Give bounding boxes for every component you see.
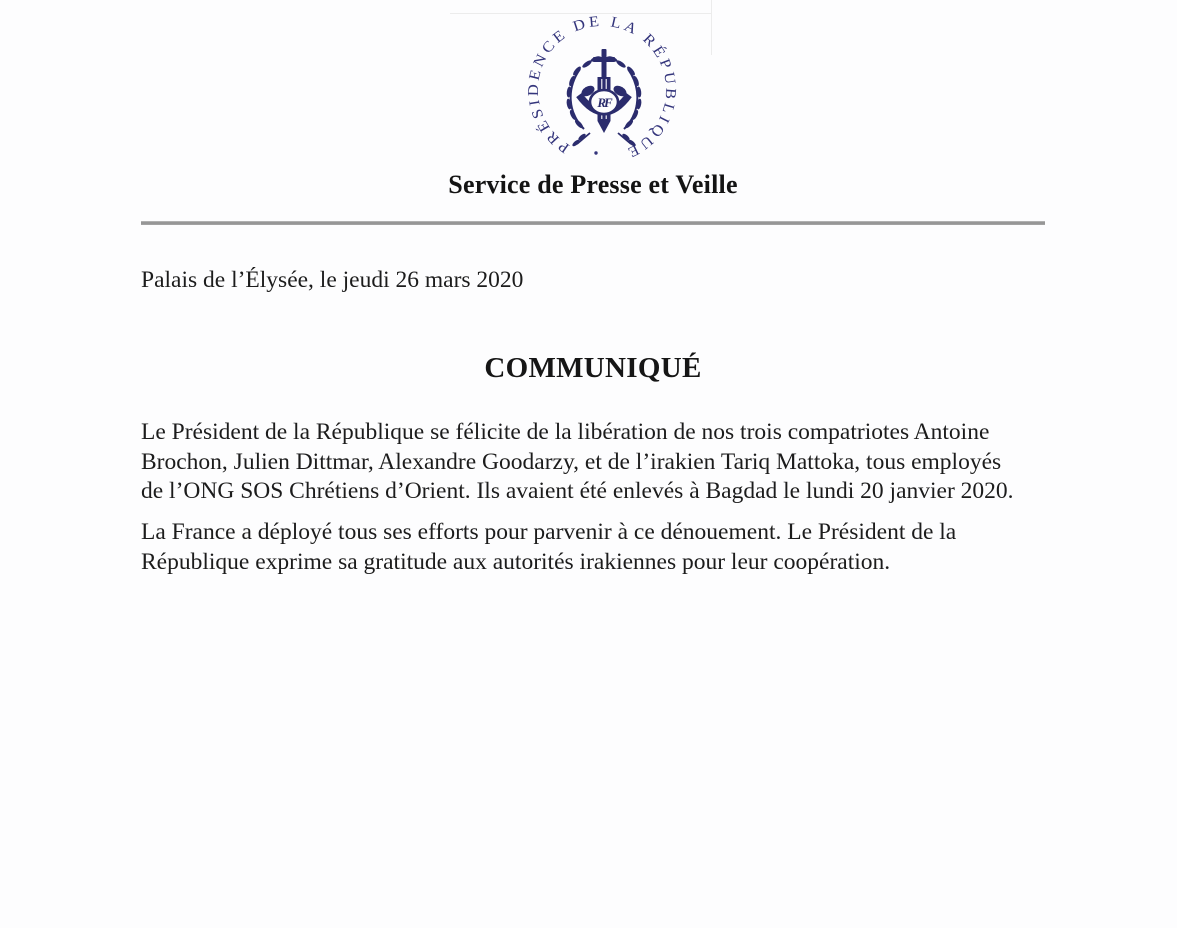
paragraph-2 bbox=[141, 518, 1121, 577]
fasces-emblem-icon bbox=[566, 49, 642, 147]
seal-separator-dot-icon bbox=[594, 151, 597, 154]
seal-ring-text: PRÉSIDENCE DE LA RÉPUBLIQUE bbox=[525, 13, 679, 161]
communique-heading: COMMUNIQUÉ bbox=[484, 352, 702, 384]
paragraph-line: Le Président de la République se félicite de la libération de nos trois compatriotes Antoine bbox=[141, 419, 990, 445]
rf-monogram: RF bbox=[597, 95, 611, 110]
axe-cross-icon bbox=[593, 49, 615, 79]
paragraph-line: Brochon, Julien Dittmar, Alexandre Goodarzy, et de l’irakien Tariq Mattoka, tous employés bbox=[141, 448, 1002, 475]
scan-artifact-vertical-line bbox=[711, 0, 712, 55]
paragraph-line: de l’ONG SOS Chrétiens d’Orient. Ils avaient été enlevés à Bagdad le lundi 20 janvier 2020. bbox=[141, 478, 1014, 505]
service-title: Service de Presse et Veille bbox=[448, 170, 738, 199]
paragraph-line: La France a déployé tous ses efforts pour parvenir à ce dénouement. Le Président de la bbox=[141, 519, 957, 545]
paragraph-1 bbox=[141, 418, 1121, 507]
header-divider-rule bbox=[141, 221, 1045, 225]
dateline: Palais de l’Élysée, le jeudi 26 mars 2020 bbox=[141, 267, 524, 293]
presidency-seal-logo bbox=[517, 5, 687, 175]
paragraph-line: République exprime sa gratitude aux autorités irakiennes pour leur coopération. bbox=[141, 548, 891, 575]
